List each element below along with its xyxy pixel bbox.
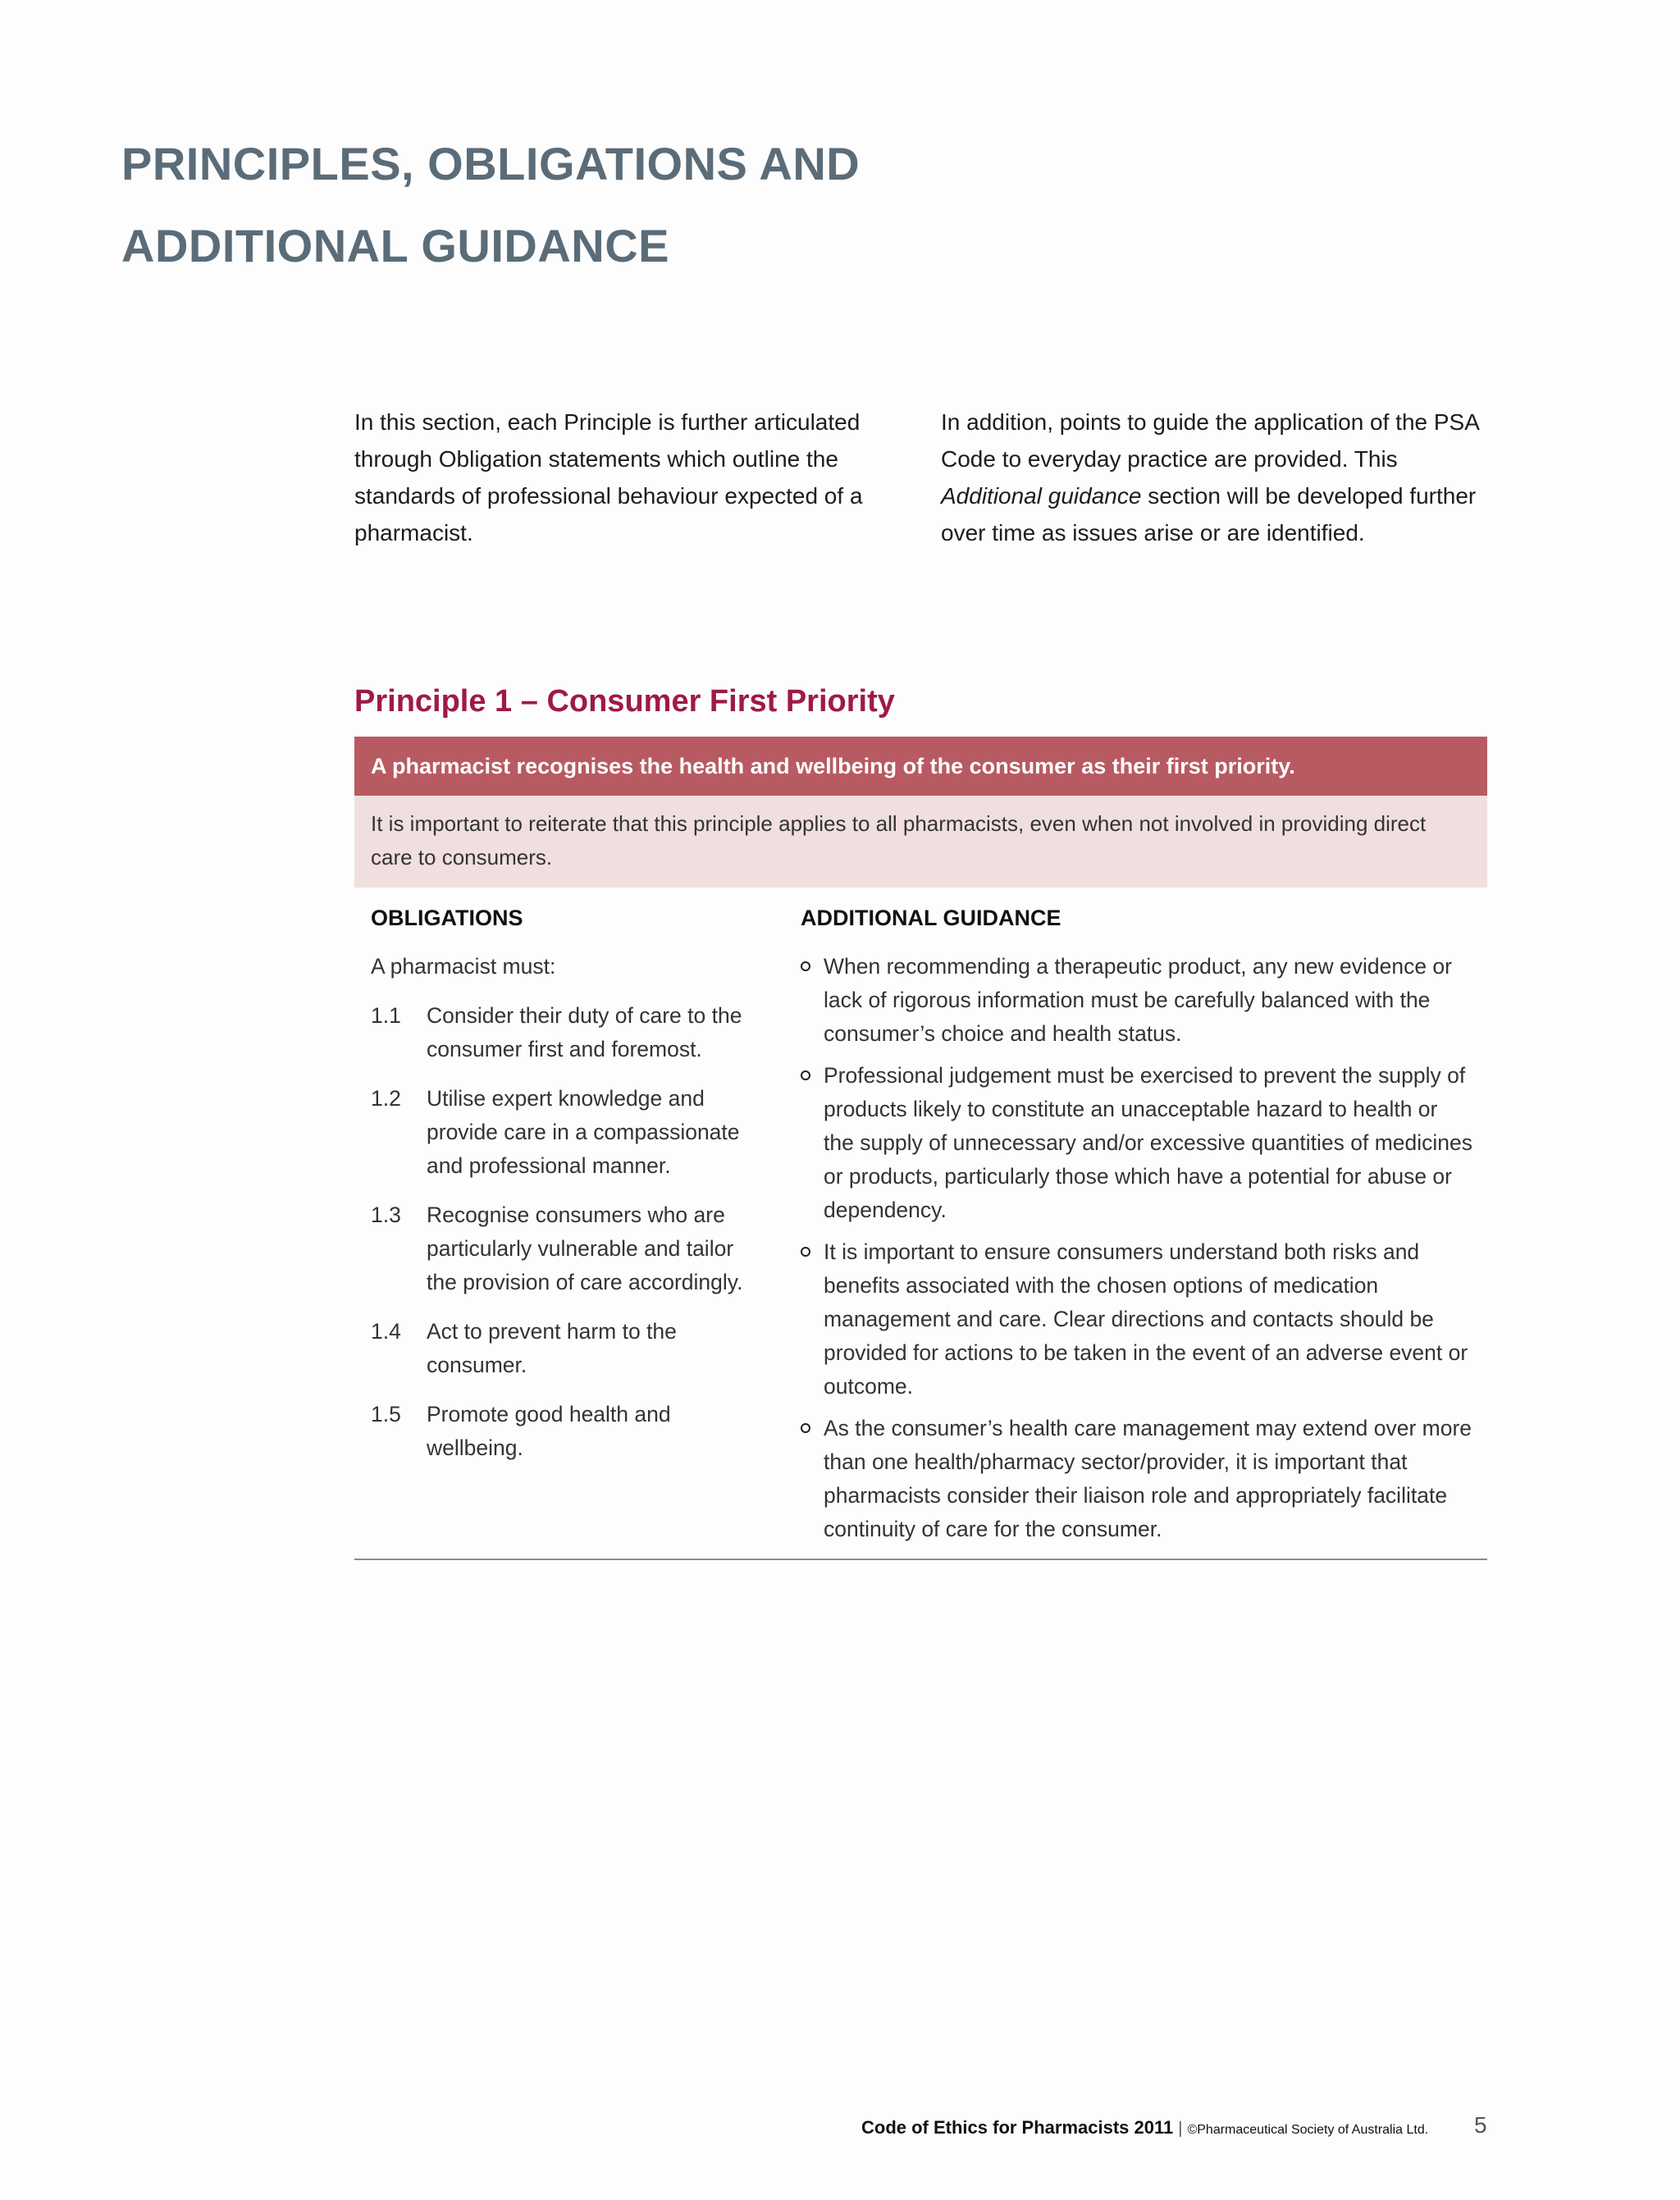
intro-left-column: [354, 404, 896, 551]
obligation-text: Consider their duty of care to the consumer first and foremost.: [427, 1003, 742, 1061]
guidance-list: [801, 950, 1473, 1554]
obligation-item: [371, 1082, 756, 1183]
principle-note: It is important to reiterate that this principle applies to all pharmacists, even when not involved in providing direct care to consumers.: [354, 796, 1487, 888]
obligation-number: 1.1: [371, 1003, 401, 1028]
page-number: 5: [1474, 2112, 1487, 2138]
guidance-item: [801, 1235, 1473, 1404]
footer: [861, 2111, 1452, 2147]
obligation-item: [371, 1398, 756, 1465]
obligation-number: 1.5: [371, 1402, 401, 1426]
guidance-text: When recommending a therapeutic product, any new evidence or lack of rigorous information must be carefully balanced with the consumer’s choice and health status.: [824, 954, 1452, 1046]
additional-guidance-heading: ADDITIONAL GUIDANCE: [801, 906, 1061, 930]
obligation-number: 1.3: [371, 1203, 401, 1227]
obligation-number: 1.2: [371, 1086, 401, 1111]
page-title: [121, 123, 860, 287]
principle-statement-banner: A pharmacist recognises the health and wellbeing of the consumer as their first priority.: [354, 737, 1487, 796]
circle-bullet-icon: [801, 1423, 810, 1433]
obligation-text: Recognise consumers who are particularly vulnerable and tailor the provision of care accordingly.: [427, 1203, 743, 1294]
footer-title: Code of Ethics for Pharmacists 2011: [861, 2117, 1174, 2138]
obligation-number: 1.4: [371, 1319, 401, 1344]
intro-right-column: [941, 404, 1482, 551]
obligation-item: [371, 1315, 756, 1382]
obligation-text: Utilise expert knowledge and provide care in a compassionate and professional manner.: [427, 1086, 740, 1178]
guidance-item: [801, 1412, 1473, 1546]
page-title-line-2: ADDITIONAL GUIDANCE: [121, 220, 670, 272]
circle-bullet-icon: [801, 1247, 810, 1257]
guidance-item: [801, 1059, 1473, 1227]
obligation-item: [371, 999, 756, 1066]
obligations-intro: A pharmacist must:: [371, 954, 556, 979]
intro-right-text-start: In addition, points to guide the application of the PSA Code to everyday practice are provided. This: [941, 409, 1479, 472]
guidance-text: Professional judgement must be exercised to prevent the supply of products likely to constitute an unacceptable hazard to health or the supply of unnecessary and/or excessive quantities of medicines or products, particularly those which have a potential for abuse or dependency.: [824, 1063, 1473, 1222]
footer-copyright: ©Pharmaceutical Society of Australia Ltd.: [1187, 2123, 1429, 2137]
section-divider: [354, 1559, 1487, 1560]
guidance-text: It is important to ensure consumers understand both risks and benefits associated with the chosen options of medication management and care. Clear directions and contacts should be provided for actions to be taken in the event of an adverse event or outcome.: [824, 1239, 1468, 1399]
obligations-heading: OBLIGATIONS: [371, 906, 523, 930]
intro-right-italic: Additional guidance: [941, 483, 1142, 509]
intro-right-text: [941, 404, 1482, 551]
obligation-item: [371, 1198, 756, 1299]
circle-bullet-icon: [801, 1070, 810, 1080]
guidance-item: [801, 950, 1473, 1051]
guidance-text: As the consumer’s health care management may extend over more than one health/pharmacy sector/provider, it is important that pharmacists consider their liaison role and appropriately facilitate continuity of care for the consumer.: [824, 1416, 1472, 1541]
obligation-text: Act to prevent harm to the consumer.: [427, 1319, 677, 1377]
principle-heading: Principle 1 – Consumer First Priority: [354, 684, 895, 719]
obligations-list: [371, 950, 756, 1481]
intro-right-text-end: section will be developed further over time as issues arise or are identified.: [941, 483, 1477, 545]
intro-left-text: In this section, each Principle is further articulated through Obligation statements which outline the standards of professional behaviour expected of a pharmacist.: [354, 409, 863, 545]
obligation-text: Promote good health and wellbeing.: [427, 1402, 671, 1460]
page-title-line-1: PRINCIPLES, OBLIGATIONS AND: [121, 138, 861, 189]
footer-separator: |: [1178, 2120, 1183, 2138]
circle-bullet-icon: [801, 961, 810, 971]
